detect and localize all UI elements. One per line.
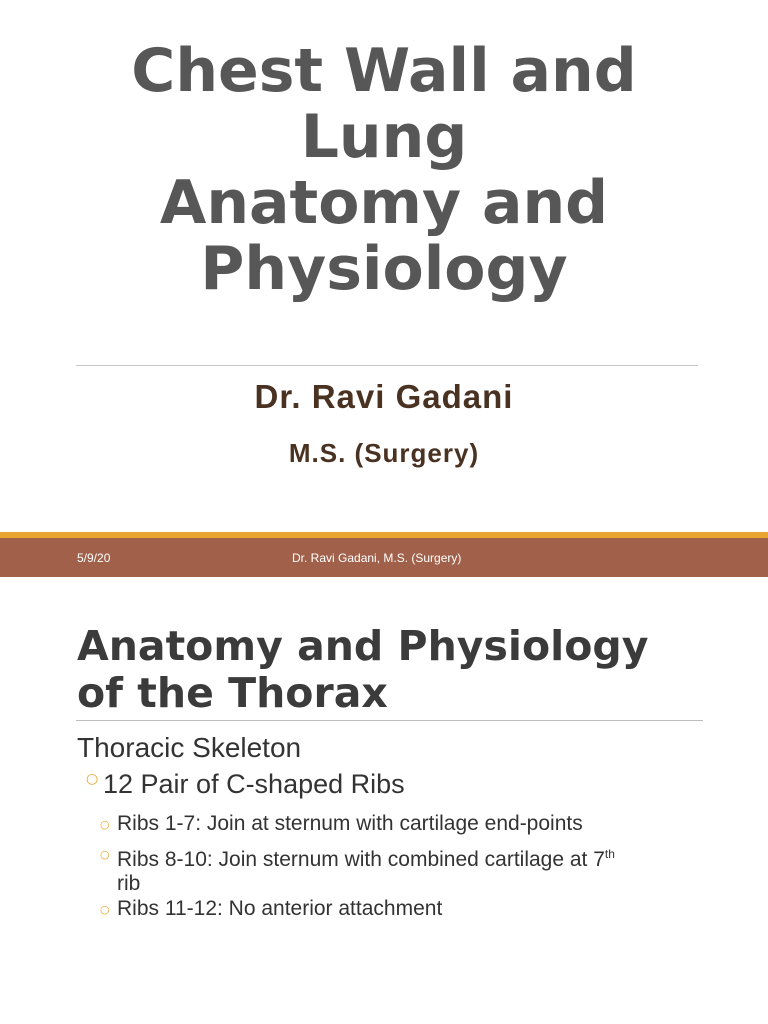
title-line: Lung	[300, 102, 468, 172]
hollow-circle-bullet-icon: ○	[100, 848, 110, 861]
title-divider	[76, 365, 698, 366]
list-item-text-tail: rib	[117, 872, 141, 895]
title-line: Anatomy and	[159, 168, 609, 238]
title-line: of the Thorax	[77, 669, 388, 717]
footer-date: 5/9/20	[77, 551, 111, 565]
list-item	[100, 842, 700, 895]
hollow-circle-bullet-icon: ○	[86, 771, 99, 787]
slide-2-title	[77, 623, 737, 717]
list-item-text: Ribs 1-7: Join at sternum with cartilage end-points	[117, 812, 583, 835]
title-line: Anatomy and Physiology	[77, 622, 649, 670]
author-degree: M.S. (Surgery)	[288, 438, 480, 468]
slide-2	[0, 577, 768, 1024]
title-divider	[76, 720, 703, 721]
title-line: Chest Wall and	[131, 36, 637, 106]
author-name: Dr. Ravi Gadani	[254, 378, 514, 415]
level-1-heading: Thoracic Skeleton	[77, 732, 302, 763]
slide-1-title	[60, 38, 708, 302]
list-item-superscript: th	[604, 847, 615, 861]
list-item	[100, 897, 700, 923]
list-item-text: Ribs 11-12: No anterior attachment	[117, 897, 443, 920]
hollow-circle-bullet-icon: ○	[100, 903, 110, 916]
list-item	[100, 812, 700, 838]
footer-text: Dr. Ravi Gadani, M.S. (Surgery)	[292, 551, 462, 565]
title-line: Physiology	[200, 234, 568, 304]
level-2-text: 12 Pair of C-shaped Ribs	[103, 769, 405, 799]
hollow-circle-bullet-icon: ○	[100, 818, 110, 831]
list-item-text	[117, 842, 697, 896]
list-item-text-main: Ribs 8-10: Join sternum with combined cartilage at 7	[117, 848, 605, 871]
